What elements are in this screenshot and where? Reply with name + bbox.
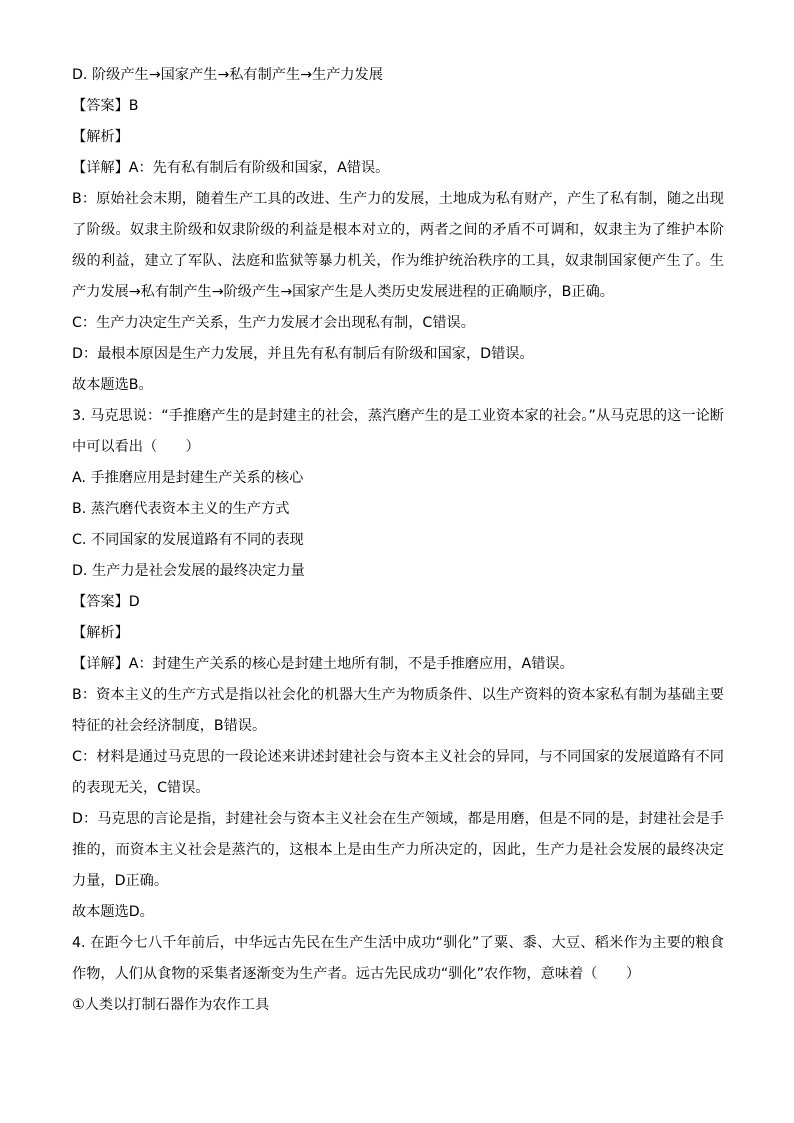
q3-detail-a: 【详解】A：封建生产关系的核心是封建土地所有制，不是手推磨应用，A错误。 <box>72 656 574 672</box>
q3-conclusion: 故本题选D。 <box>72 904 154 920</box>
q3-option-b: B. 蒸汽磨代表资本主义的生产方式 <box>72 501 290 517</box>
q3-option-a: A. 手推磨应用是封建生产关系的核心 <box>72 470 304 486</box>
answer-label: 【答案】B <box>72 98 139 114</box>
q3-option-c: C. 不同国家的发展道路有不同的表现 <box>72 532 304 548</box>
detail-d: D：最根本原因是生产力发展，并且先有私有制后有阶级和国家，D错误。 <box>72 346 534 362</box>
question-4: 4. 在距今七八千年前后，中华远古先民在生产生活中成功“驯化”了粟、黍、大豆、稻米作为主要的粮食作物，人们从食物的采集者逐渐变为生产者。远古先民成功“驯化”农作物，意味着（ ） <box>72 935 724 982</box>
detail-b: B：原始社会末期，随着生产工具的改进、生产力的发展，土地成为私有财产，产生了私有制，随之出现了阶级。奴隶主阶级和奴隶阶级的利益是根本对立的，两者之间的矛盾不可调和，奴隶主为了维护本阶级的利益，建立了军队、法庭和监狱等暴力机关，作为维护统治秩序的工具，奴隶制国家便产生了。生产力发展→私有制产生→阶级产生→国家产生是人类历史发展进程的正确顺序，B正确。 <box>72 191 724 300</box>
q3-answer: 【答案】D <box>72 594 140 610</box>
q4-item-1: ①人类以打制石器作为农作工具 <box>72 997 270 1013</box>
detail-c: C：生产力决定生产关系，生产力发展才会出现私有制，C错误。 <box>72 315 475 331</box>
detail-a: 【详解】A：先有私有制后有阶级和国家，A错误。 <box>72 160 390 176</box>
conclusion: 故本题选B。 <box>72 377 153 393</box>
question-3: 3. 马克思说：“手推磨产生的是封建主的社会，蒸汽磨产生的是工业资本家的社会。”从马克思的这一论断中可以看出（ ） <box>72 408 724 455</box>
q3-analysis-label: 【解析】 <box>72 625 129 641</box>
q3-option-d: D. 生产力是社会发展的最终决定力量 <box>72 563 305 579</box>
analysis-label: 【解析】 <box>72 129 129 145</box>
option-d-previous: D. 阶级产生→国家产生→私有制产生→生产力发展 <box>72 67 383 83</box>
q3-detail-b: B：资本主义的生产方式是指以社会化的机器大生产为物质条件、以生产资料的资本家私有制为基础主要特征的社会经济制度，B错误。 <box>72 687 724 734</box>
q3-detail-c: C：材料是通过马克思的一段论述来讲述封建社会与资本主义社会的异同，与不同国家的发展道路有不同的表现无关，C错误。 <box>72 749 724 796</box>
document-page <box>72 60 724 1021</box>
q3-detail-d: D：马克思的言论是指，封建社会与资本主义社会在生产领域，都是用磨，但是不同的是，封建社会是手推的，而资本主义社会是蒸汽的，这根本上是由生产力所决定的，因此，生产力是社会发展的最终决定力量，D正确。 <box>72 811 724 889</box>
